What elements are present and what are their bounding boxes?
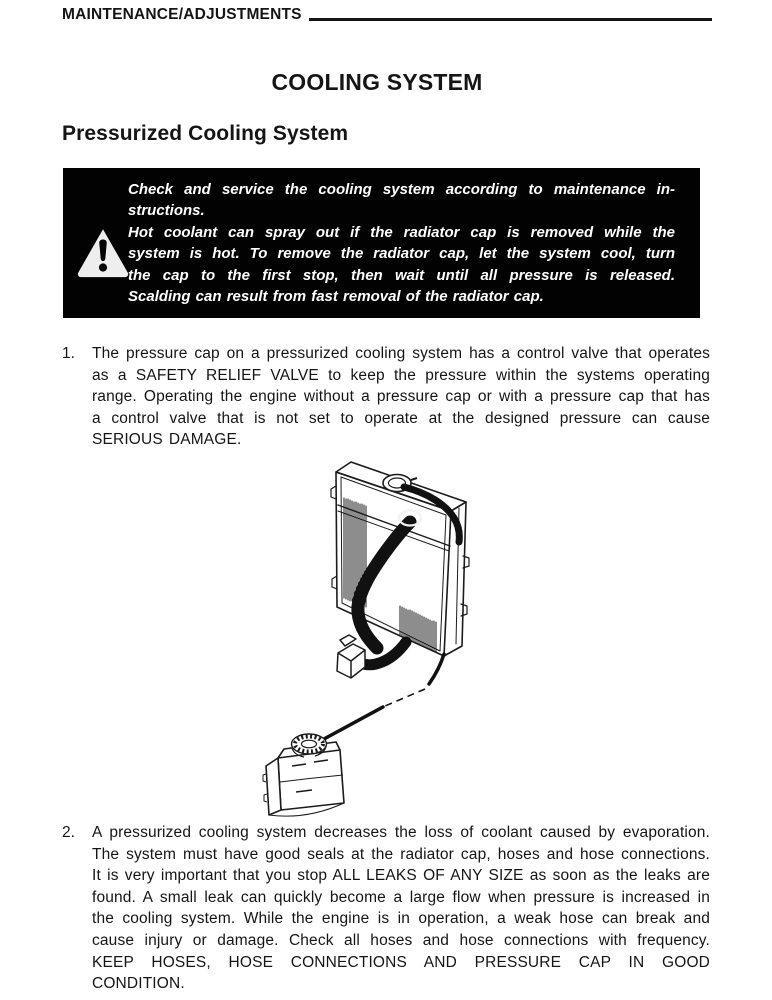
header-rule (309, 18, 712, 21)
paragraph-text: The pressure cap on a pressurized cooling system has a control valve that operates as a SAFETY RELIEF VALVE to keep the pressure within the systems operating range. Operating the engine without a pressure cap or with a pressure cap that has a control valve that is not set to operate at the designed pressure can cause SERIOUS DAMAGE. (92, 345, 710, 449)
numbered-paragraph-2 (62, 822, 712, 995)
warning-line: structions. (128, 202, 205, 220)
page-header (62, 6, 712, 24)
list-number: 2. (62, 824, 75, 841)
list-number: 1. (62, 345, 75, 362)
upper-hose (404, 487, 459, 542)
warning-line: system is hot. To remove the radiator cap, let the system cool, turn (128, 245, 675, 263)
section-subtitle: Pressurized Cooling System (62, 122, 349, 145)
warning-line: the cap to the first stop, then wait until all pressure is released. (128, 266, 675, 284)
warning-triangle-icon (75, 222, 131, 284)
section-header: MAINTENANCE/ADJUSTMENTS (62, 6, 302, 23)
radiator-illustration (252, 456, 656, 828)
warning-line: Check and service the cooling system according to maintenance in- (128, 181, 675, 198)
page-title: COOLING SYSTEM (271, 69, 483, 95)
paragraph-text: A pressurized cooling system decreases the loss of coolant caused by evaporation. The system must have good seals at the radiator cap, hoses and hose connections. It is very important that you stop ALL LEAKS OF ANY SIZE as soon as the leaks are found. A small leak can quickly become a large flow when pressure is increased in the cooling system. While the engine is in operation, a weak hose can break and cause injury or damage. Check all hoses and hose connections with frequency. KEEP HOSES, HOSE CONNECTIONS AND PRESSURE CAP IN GOOD CONDITION. (92, 824, 710, 993)
warning-line: Scalding can result from fast removal of the radiator cap. (128, 288, 544, 306)
bottle-cap (292, 734, 327, 757)
warning-box (63, 168, 700, 318)
warning-text (128, 179, 675, 307)
numbered-paragraph-1 (62, 343, 712, 451)
warning-line: Hot coolant can spray out if the radiator cap is removed while the (128, 223, 675, 241)
hose-fitting (337, 635, 365, 678)
